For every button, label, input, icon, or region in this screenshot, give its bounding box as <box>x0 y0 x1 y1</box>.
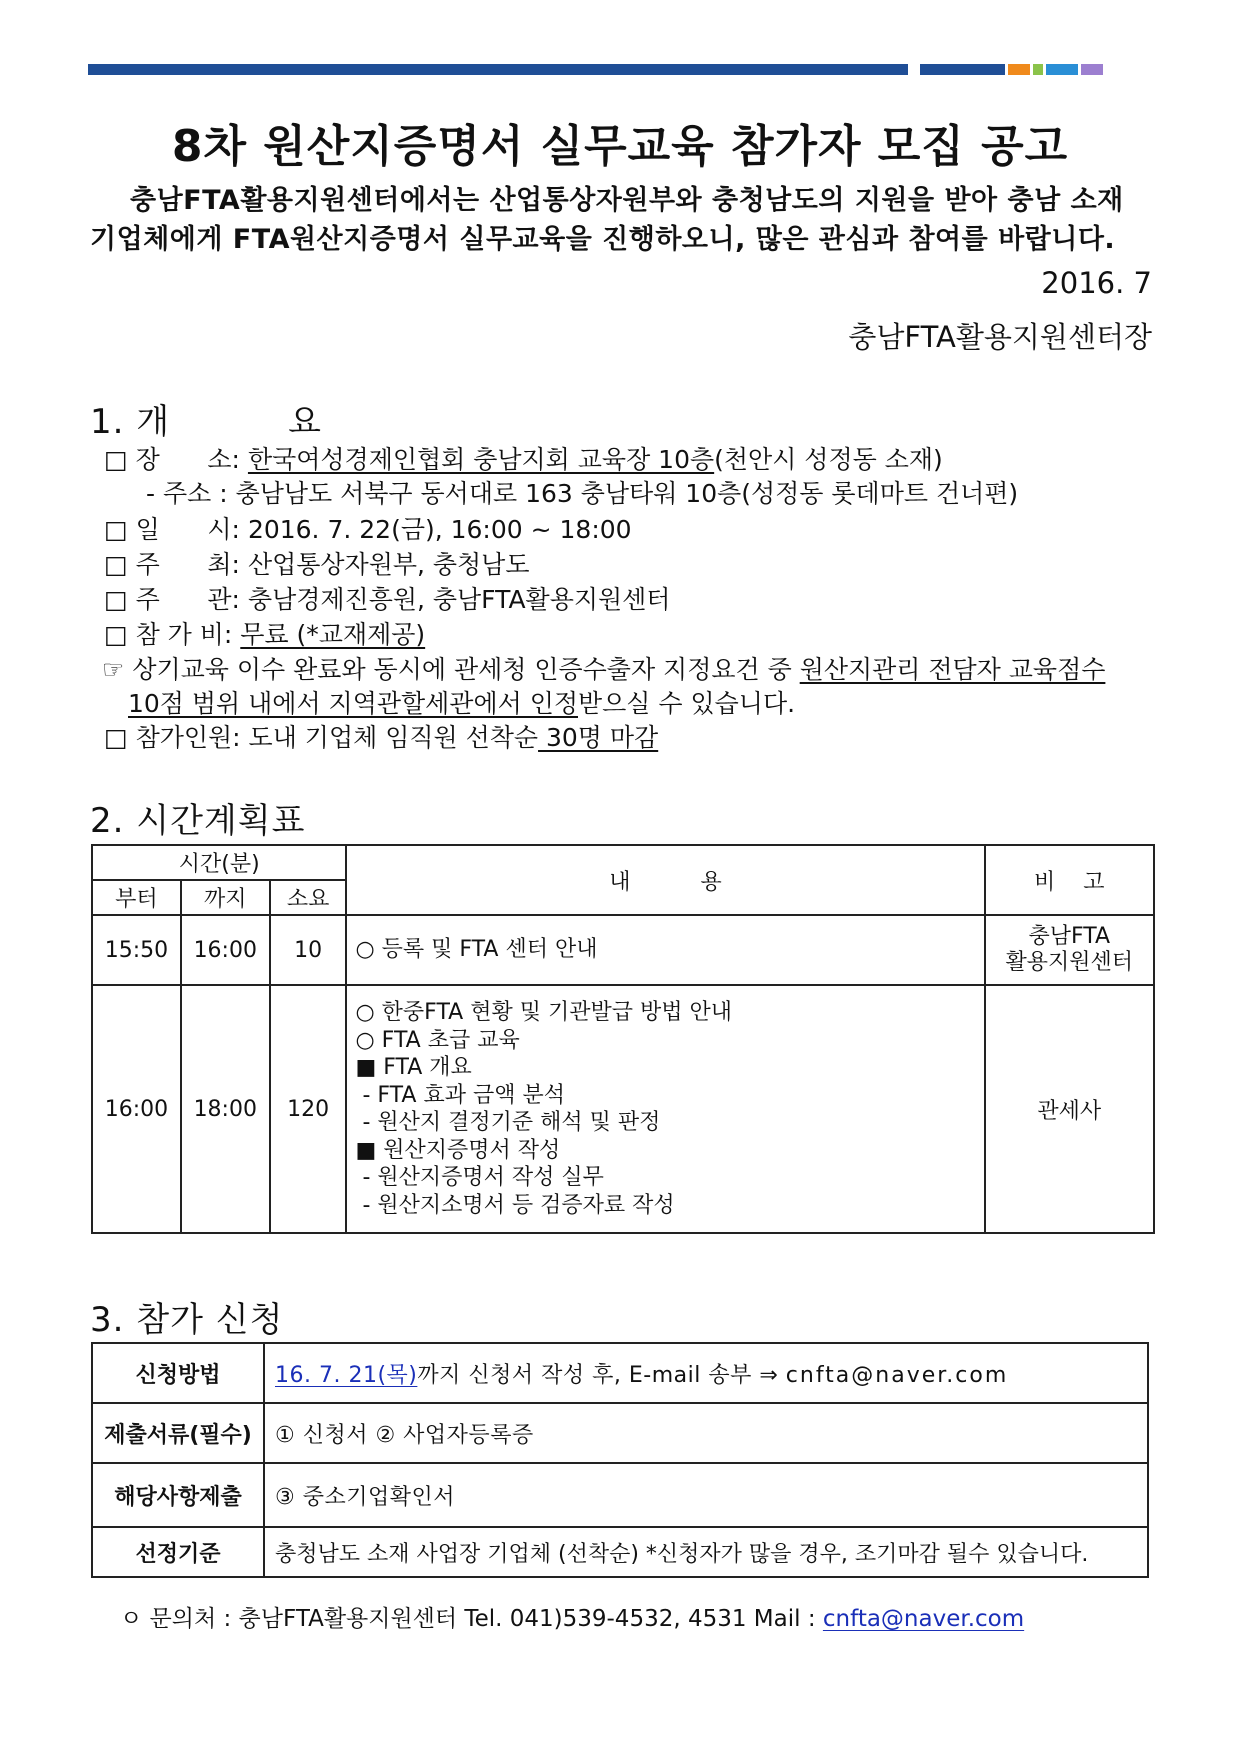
table-row <box>92 915 1154 985</box>
issue-date: 2016. 7 <box>1041 266 1152 300</box>
extra-label: 해당사항제출 <box>92 1463 264 1527</box>
intro-line-1: 충남FTA활용지원센터에서는 산업통상자원부와 충청남도의 지원을 받아 충남 소재 <box>130 185 1124 216</box>
page-title: 8차 원산지증명서 실무교육 참가자 모집 공고 <box>171 121 1069 172</box>
table-row <box>92 985 1154 1233</box>
method-text: 까지 신청서 작성 후, E-mail 송부 ⇒ <box>417 1362 786 1388</box>
section-1-title: 1. 개 요 <box>90 402 323 442</box>
note-underlined-1: 원산지관리 전담자 교육점수 <box>799 655 1106 684</box>
content-line: ■ 원산지증명서 작성 <box>355 1137 561 1163</box>
note-line-2 <box>128 684 795 720</box>
time-row <box>104 510 632 546</box>
header-bar-blue <box>1046 64 1078 75</box>
method-email: cnfta@naver.com <box>785 1362 1009 1388</box>
row-2-content <box>346 985 984 1233</box>
contact-line <box>120 1600 1024 1633</box>
content-line: ○ 등록 및 FTA 센터 안내 <box>355 937 598 963</box>
application-table <box>91 1342 1149 1578</box>
note-line: 관세사 <box>1037 1098 1102 1124</box>
header-note: 비 고 <box>985 845 1154 915</box>
note-suffix: 받으실 수 있습니다. <box>578 689 796 718</box>
intro-line-2: 기업체에게 FTA원산지증명서 실무교육을 진행하오니, 많은 관심과 참여를 바랍니다. <box>90 224 1116 255</box>
row-1-duration: 10 <box>270 915 347 985</box>
time-value: 2016. 7. 22(금), 16:00 ~ 18:00 <box>247 515 632 544</box>
header-time: 시간(분) <box>92 845 346 880</box>
host-row <box>104 545 529 581</box>
attendees-value: 도내 기업체 임직원 선착순 <box>248 723 539 752</box>
attendees-limit: 30명 마감 <box>538 723 659 752</box>
extra-value: ③ 중소기업확인서 <box>264 1463 1148 1527</box>
contact-email-link[interactable]: cnfta@naver.com <box>822 1606 1025 1632</box>
time-label: □ 일 시: <box>104 515 240 544</box>
docs-label: 제출서류(필수) <box>92 1403 264 1463</box>
row-1-from: 15:50 <box>92 915 181 985</box>
content-line: ■ FTA 개요 <box>355 1055 472 1080</box>
place-value: 한국여성경제인협회 충남지회 교육장 10층 <box>247 445 715 474</box>
method-deadline: 16. 7. 21(목) <box>275 1362 418 1388</box>
row-2-note <box>985 985 1154 1233</box>
attendees-label: □ 참가인원: <box>104 723 241 752</box>
place-label: □ 장 소: <box>104 445 240 474</box>
header-bar-purple <box>1081 64 1103 75</box>
header-bar-short <box>920 64 1005 75</box>
method-label: 신청방법 <box>92 1343 264 1403</box>
content-line: - 원산지증명서 작성 실무 <box>355 1165 604 1190</box>
issuer: 충남FTA활용지원센터장 <box>848 320 1152 354</box>
docs-value: ① 신청서 ② 사업자등록증 <box>264 1403 1148 1463</box>
section-2-title: 2. 시간계획표 <box>90 801 306 841</box>
row-2-duration: 120 <box>270 985 347 1233</box>
address: - 주소 : 충남남도 서북구 동서대로 163 충남타워 10층(성정동 롯데마트 건너편) <box>146 479 1019 508</box>
content-line: ○ FTA 초급 교육 <box>355 1027 520 1053</box>
organizer-value: 충남경제진흥원, 충남FTA활용지원센터 <box>247 585 671 614</box>
row-1-content <box>346 915 984 985</box>
place-note: (천안시 성정동 소재) <box>714 445 943 474</box>
note-line-1 <box>102 650 1105 686</box>
content-line: - 원산지소명서 등 검증자료 작성 <box>355 1192 675 1218</box>
row-2-to: 18:00 <box>181 985 270 1233</box>
section-3-title: 3. 참가 신청 <box>90 1300 284 1340</box>
note-underlined-2: 10점 범위 내에서 지역관할세관에서 인정 <box>128 689 578 718</box>
place-row <box>104 440 943 476</box>
note-prefix: ☞ 상기교육 이수 완료와 동시에 관세청 인증수출자 지정요건 중 <box>102 655 800 684</box>
fee-row <box>104 615 425 651</box>
attendees-row <box>104 718 658 754</box>
row-1-note <box>985 915 1154 985</box>
note-line: 충남FTA <box>1028 924 1111 949</box>
header-bar-orange <box>1008 64 1030 75</box>
host-label: □ 주 최: <box>104 550 240 579</box>
host-value: 산업통상자원부, 충청남도 <box>247 550 530 579</box>
header-bar-green <box>1033 64 1043 75</box>
organizer-row <box>104 580 670 616</box>
fee-value: 무료 (*교재제공) <box>240 620 426 649</box>
row-1-to: 16:00 <box>181 915 270 985</box>
organizer-label: □ 주 관: <box>104 585 240 614</box>
method-value <box>264 1343 1148 1403</box>
header-duration: 소요 <box>270 880 347 915</box>
criteria-label: 선정기준 <box>92 1527 264 1577</box>
content-line: - FTA 효과 금액 분석 <box>355 1082 565 1108</box>
criteria-value: 충청남도 소재 사업장 기업체 (선착순) *신청자가 많을 경우, 조기마감 될수 있습니다. <box>264 1527 1148 1577</box>
header-bar-long <box>88 64 908 75</box>
content-line: - 원산지 결정기준 해석 및 판정 <box>355 1110 661 1135</box>
header-content: 내 용 <box>346 845 984 915</box>
header-from: 부터 <box>92 880 181 915</box>
row-2-from: 16:00 <box>92 985 181 1233</box>
header-to: 까지 <box>181 880 270 915</box>
schedule-table <box>91 844 1155 1234</box>
contact-prefix: ㅇ 문의처 : 충남FTA활용지원센터 Tel. 041)539-4532, 4531 Mail : <box>120 1606 823 1632</box>
note-line: 활용지원센터 <box>1005 950 1134 975</box>
fee-label: □ 참 가 비: <box>104 620 233 649</box>
content-line: ○ 한중FTA 현황 및 기관발급 방법 안내 <box>355 1000 732 1025</box>
